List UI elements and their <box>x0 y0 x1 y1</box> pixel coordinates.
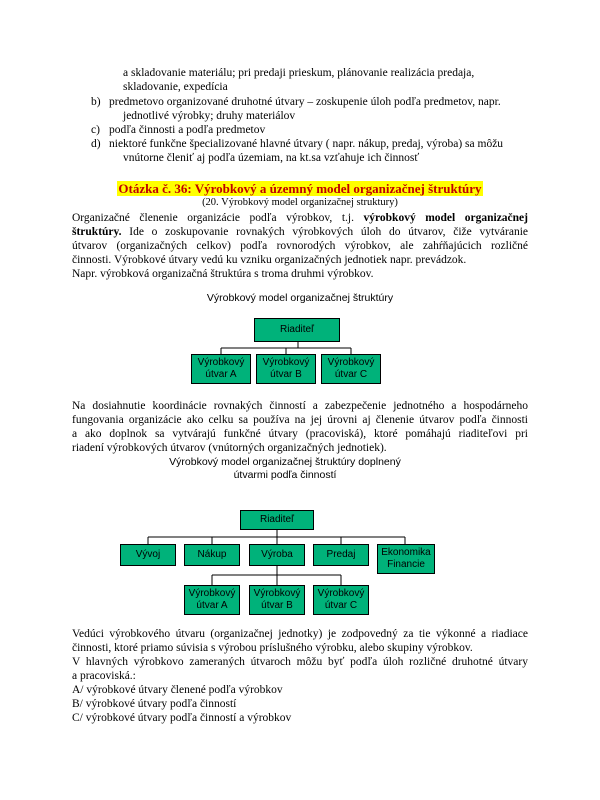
chart2-box-predaj <box>313 544 369 566</box>
chart2-title-2: útvarmi podľa činností <box>233 469 337 481</box>
para1-line-1-text: Organizačné členenie organizácie podľa výrobkov, t.j. <box>72 212 364 224</box>
chart2-predaj-line1: Predaj <box>326 549 356 560</box>
chart1-child-box-c <box>321 354 381 384</box>
para3-line-4: a pracoviská.: <box>72 670 136 682</box>
para3-item-c: C/ výrobkové útvary podľa činností a výrobkov <box>72 712 292 724</box>
para1-line-2 <box>72 225 528 239</box>
chart1-child-box-b <box>256 354 316 384</box>
para1-line-2-text: Ide o zoskupovanie rovnakých výrobkových úloh do útvarov, čiže vytváranie <box>121 226 528 238</box>
chart1-title: Výrobkový model organizačnej štruktúry <box>206 292 394 304</box>
para2-line-1: Na dosiahnutie koordinácie rovnakých činností a zabezpečenie jednotného a hospodárneho <box>72 400 528 412</box>
para2-line-3: a ako doplnok sa vytvárajú funkčné útvary (pracoviská), ktoré pomáhajú riaditeľovi pri <box>72 428 528 440</box>
chart1-child-b-line2: útvar B <box>270 369 302 380</box>
chart2-vyvoj-line1: Vývoj <box>135 549 161 560</box>
chart2-ekonomika-line1: Ekonomika <box>381 547 431 558</box>
chart2-product-b-line2: útvar B <box>261 600 293 611</box>
chart2-ekonomika-line2: Financie <box>387 559 425 570</box>
chart2-product-a-line1: Výrobkový <box>188 588 236 599</box>
chart1-child-a-line1: Výrobkový <box>197 357 245 368</box>
list-a-continuation-2: skladovanie, expedícia <box>123 81 228 93</box>
para1-line-2-bold: štruktúry. <box>72 226 122 238</box>
para3-line-3: V hlavných výrobkovo zameraných útvaroch môžu byť podľa úloh rozličné druhotné útvary <box>72 656 528 668</box>
chart2-product-c-line1: Výrobkový <box>317 588 365 599</box>
chart1-child-a-line2: útvar A <box>205 369 237 380</box>
chart2-box-vyvoj <box>120 544 176 566</box>
list-b-text-2: jednotlivé výrobky; druhy materiálov <box>123 110 296 122</box>
list-a-continuation-1: a skladovanie materiálu; pri predaji prieskum, plánovanie realizácia predaja, <box>123 67 475 79</box>
para2-line-2: fungovania organizácie ako celku sa používa na jej úrovni aj členenie útvarov podľa činnosti <box>72 414 528 426</box>
list-d-marker: d) <box>91 138 101 150</box>
chart2-box-ekonomika <box>377 544 435 574</box>
list-b-text-1: predmetovo organizované druhotné útvary – zoskupenie úloh podľa predmetov, napr. <box>109 96 501 108</box>
chart1-root-box: Riaditeľ <box>254 318 340 342</box>
para1-line-1-bold: výrobkový model organizačnej <box>363 212 528 224</box>
chart2-root-box: Riaditeľ <box>240 510 314 530</box>
chart1-child-c-line2: útvar C <box>334 369 368 380</box>
para1-line-5: Napr. výrobková organizačná štruktúra s troma druhmi výrobkov. <box>72 268 374 280</box>
chart2-vyroba-line1: Výroba <box>261 549 293 560</box>
para2-line-4: riadení výrobkových útvarov (vnútorných organizačných jednotiek). <box>72 442 387 454</box>
chart2-product-a-line2: útvar A <box>196 600 228 611</box>
chart1-child-b-line1: Výrobkový <box>262 357 310 368</box>
para1-line-4: činnosti. Výrobkové útvary vedú ku vzniku organizačných jednotiek napr. prevádzok. <box>72 254 467 266</box>
question-subtitle: (20. Výrobkový model organizačnej struktury) <box>202 197 398 208</box>
para3-line-1: Vedúci výrobkového útvaru (organizačnej jednotky) je zodpovedný za tie výkonné a riadiace <box>72 628 528 640</box>
para3-item-b: B/ výrobkové útvary podľa činností <box>72 698 237 710</box>
list-c-marker: c) <box>91 124 100 136</box>
question-heading <box>0 180 600 198</box>
chart1-child-box-a <box>191 354 251 384</box>
list-c-text: podľa činnosti a podľa predmetov <box>109 124 266 136</box>
para3-line-2: činnosti, ktoré priamo súvisia s výrobou príslušného výrobku, alebo skupiny výrobkov. <box>72 642 473 654</box>
para1-line-3: útvarov (organizačných celkov) podľa rovnorodých výrobkov, ale zahŕňajúcich rozličné <box>72 240 528 252</box>
chart2-product-c-line2: útvar C <box>324 600 358 611</box>
chart2-box-vyroba <box>249 544 305 566</box>
chart2-product-box-c <box>313 585 369 615</box>
chart2-product-box-b <box>249 585 305 615</box>
para3-item-a: A/ výrobkové útvary členené podľa výrobkov <box>72 684 283 696</box>
chart2-product-b-line1: Výrobkový <box>253 588 301 599</box>
chart2-nakup-line1: Nákup <box>197 549 227 560</box>
chart2-box-nakup <box>184 544 240 566</box>
list-b-marker: b) <box>91 96 101 108</box>
question-heading-text: Otázka č. 36: Výrobkový a územný model organizačnej štruktúry <box>118 181 482 196</box>
para1-line-1 <box>72 211 528 225</box>
chart2-title-1: Výrobkový model organizačnej štruktúry doplnený <box>169 456 401 468</box>
chart1-child-c-line1: Výrobkový <box>327 357 375 368</box>
list-d-text-2: vnútorne členiť aj podľa územiam, na kt.sa vzťahuje ich činnosť <box>123 152 420 164</box>
list-d-text-1: niektoré funkčne špecializované hlavné útvary ( napr. nákup, predaj, výroba) sa môžu <box>109 138 504 150</box>
chart2-product-box-a <box>184 585 240 615</box>
